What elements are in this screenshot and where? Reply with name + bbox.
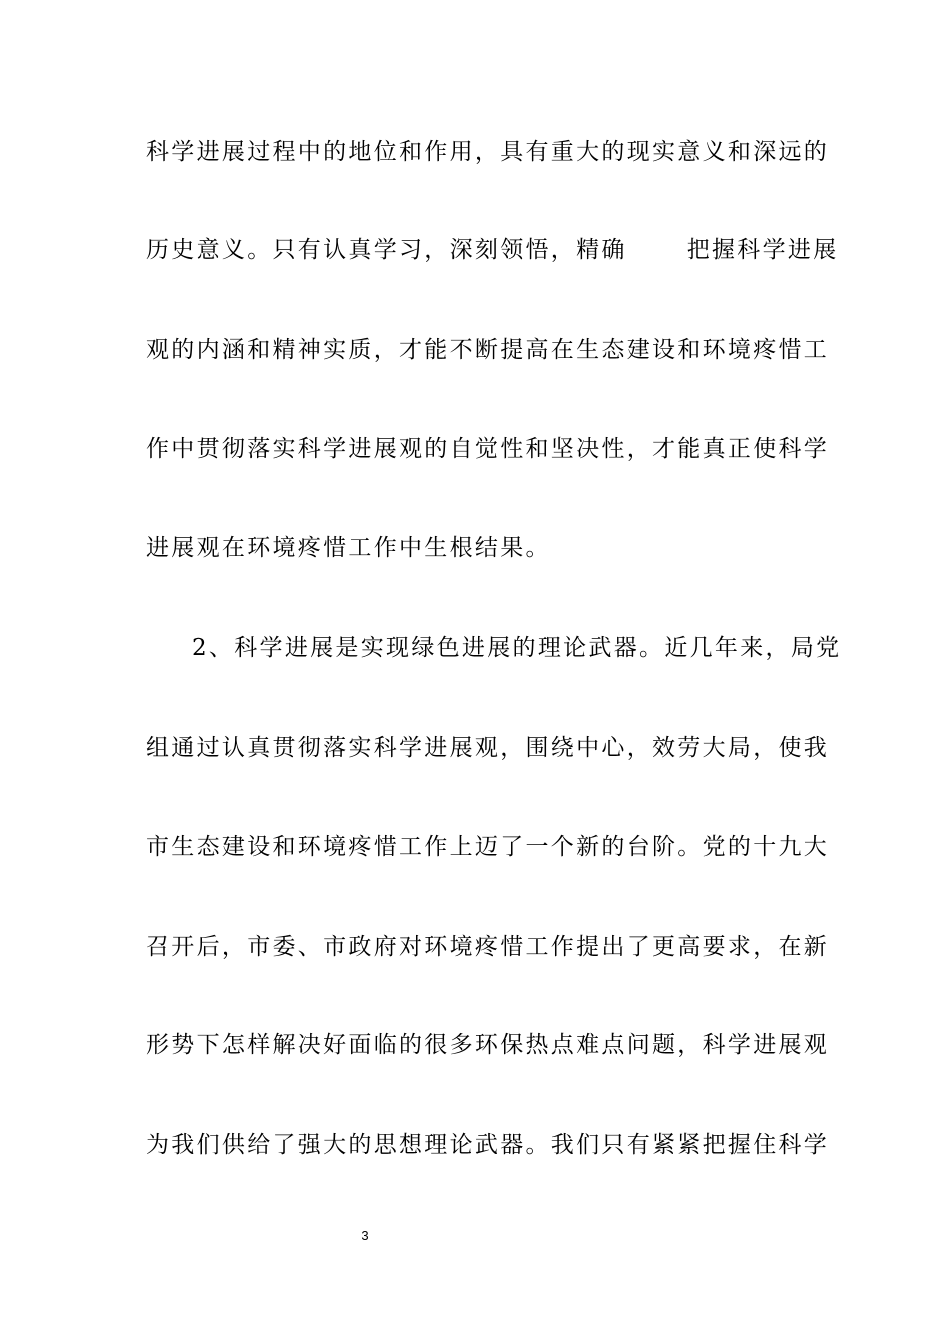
page-number: 3 <box>361 1228 369 1243</box>
text-line: 进展观在环境疼惜工作中生根结果。 <box>146 535 551 561</box>
text-line: 为我们供给了强大的思想理论武器。我们只有紧紧把握住科学 <box>146 1132 830 1158</box>
text-line: 市生态建设和环境疼惜工作上迈了一个新的台阶。党的十九大 <box>146 834 830 860</box>
text-segment: 历史意义。只有认真学习，深刻领悟，精确 <box>146 237 627 263</box>
text-line: 组通过认真贯彻落实科学进展观，围绕中心，效劳大局，使我 <box>146 735 830 761</box>
text-line: 科学进展过程中的地位和作用，具有重大的现实意义和深远的 <box>146 139 830 165</box>
text-line: 观的内涵和精神实质，才能不断提高在生态建设和环境疼惜工 <box>146 337 830 363</box>
text-line: 作中贯彻落实科学进展观的自觉性和坚决性，才能真正使科学 <box>146 436 830 462</box>
text-segment: 把握科学进展 <box>686 237 839 263</box>
text-line: 召开后，市委、市政府对环境疼惜工作提出了更高要求，在新 <box>146 934 830 960</box>
text-line: 形势下怎样解决好面临的很多环保热点难点问题，科学进展观 <box>146 1032 830 1058</box>
text-line: 2、科学进展是实现绿色进展的理论武器。近几年来，局党 <box>192 635 842 661</box>
text-line <box>146 233 839 267</box>
